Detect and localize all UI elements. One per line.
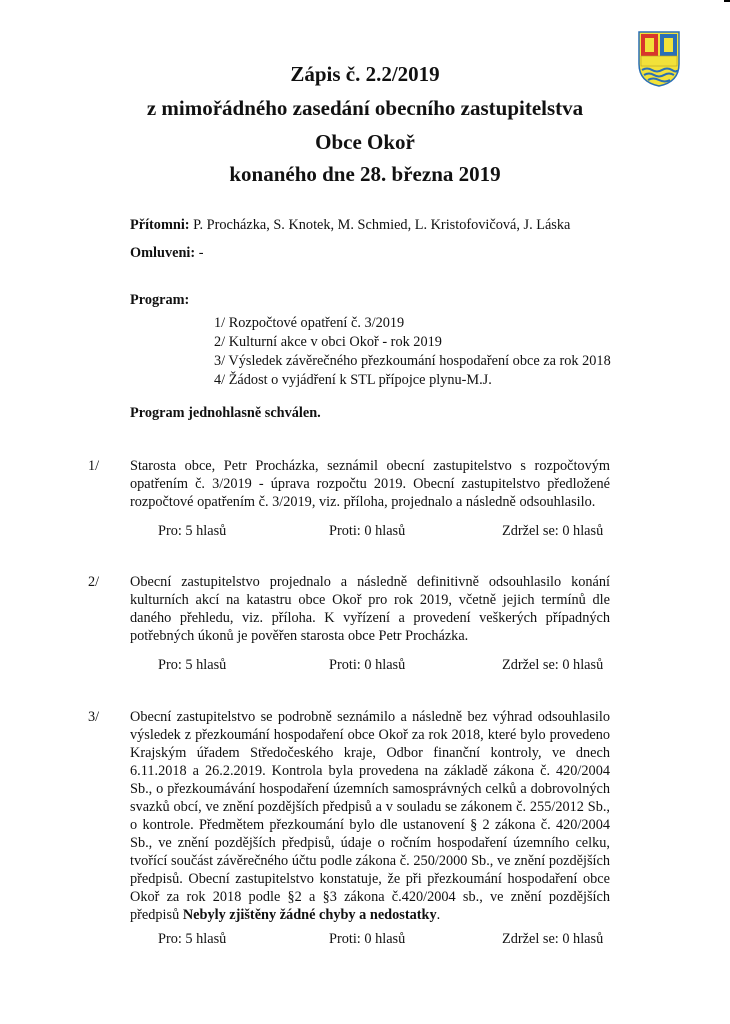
document-subtitle: z mimořádného zasedání obecního zastupitelstva: [146, 96, 584, 120]
vote-abstain: Zdržel se: 0 hlasů: [502, 931, 604, 947]
point-text-body: Obecní zastupitelstvo se podrobně seznámilo a následně bez výhrad odsouhlasilo výsledek z přezkoumání hospodaření obce Okoř za rok 2018, které bylo provedeno Krajským úřadem Středočeského kraje, Odbor finanční kontroly, ve dnech 6.11.2018 a 26.2.2019. Kontrola byla provedena na základě zákona č. 420/2004 Sb., o přezkoumávání hospodaření územních samosprávných celků a dobrovolných svazků obcí, ve znění pozdějších předpisů a v souladu se zákonem č. 255/2012 Sb., o kontrole. Předmětem přezkoumání bylo dle ustanovení § 2 zákona č. 420/2004 Sb., ve znění pozdějších předpisů, údaje o ročním hospodaření územního celku, tvořící součást závěrečného účtu podle zákona č. 250/2000 Sb., ve znění pozdějších předpisů. Obecní zastupitelstvo konstatuje, že při přezkoumání hospodaření obce Okoř za rok 2018 podle §2 a §3 zákona č.420/2004 sb., ve znění pozdějších předpisů: [130, 709, 610, 923]
excused-value: -: [198, 245, 204, 261]
vote-for: Pro: 5 hlasů: [158, 657, 227, 673]
vote-against: Proti: 0 hlasů: [329, 931, 406, 947]
present-value: P. Procházka, S. Knotek, M. Schmied, L. Kristofovičová, J. Láska: [193, 217, 571, 233]
program-item: 3/ Výsledek závěrečného přezkoumání hospodaření obce za rok 2018: [214, 353, 611, 369]
program-approved: Program jednohlasně schválen.: [130, 405, 321, 421]
vote-for: Pro: 5 hlasů: [158, 523, 227, 539]
municipality-name: Obce Okoř: [315, 130, 415, 154]
vote-against: Proti: 0 hlasů: [329, 657, 406, 673]
point-text-conclusion: Nebyly zjištěny žádné chyby a nedostatky: [182, 907, 437, 923]
point-text: [130, 708, 610, 924]
present-row: [130, 218, 570, 232]
excused-label: Omluveni:: [130, 245, 196, 261]
program-item: 2/ Kulturní akce v obci Okoř - rok 2019: [214, 334, 442, 350]
excused-row: [130, 246, 203, 260]
program-item: 4/ Žádost o vyjádření k STL přípojce plynu-M.J.: [214, 372, 492, 388]
vote-against: Proti: 0 hlasů: [329, 523, 406, 539]
present-label: Přítomni:: [130, 217, 190, 233]
point-text: Obecní zastupitelstvo projednalo a následně definitivně odsouhlasilo konání kulturních akcí na katastru obce Okoř pro rok 2019, včetně jejich termínů dle daného přehledu, viz. příloha. K vyřízení a provedení veškerých případných potřebných úkonů je pověřen starosta obce Petr Procházka.: [130, 574, 610, 644]
point-number: 3/: [88, 709, 100, 725]
meeting-date: konaného dne 28. března 2019: [229, 162, 501, 186]
document-title: Zápis č. 2.2/2019: [290, 62, 440, 86]
point-number: 2/: [88, 574, 100, 590]
point-text-end: .: [436, 907, 441, 923]
program-label: Program:: [130, 292, 190, 308]
corner-mark: [724, 0, 730, 2]
point-number: 1/: [88, 458, 100, 474]
vote-abstain: Zdržel se: 0 hlasů: [502, 657, 604, 673]
vote-abstain: Zdržel se: 0 hlasů: [502, 523, 604, 539]
vote-for: Pro: 5 hlasů: [158, 931, 227, 947]
program-item: 1/ Rozpočtové opatření č. 3/2019: [214, 315, 405, 331]
point-text: Starosta obce, Petr Procházka, seznámil obecní zastupitelstvo s rozpočtovým opatřením č. 3/2019 - úprava rozpočtu 2019. Obecní zastupitelstvo předložené rozpočtové opatřením č. 3/2019, viz. příloha, projednalo a následně odsouhlasilo.: [130, 458, 610, 510]
